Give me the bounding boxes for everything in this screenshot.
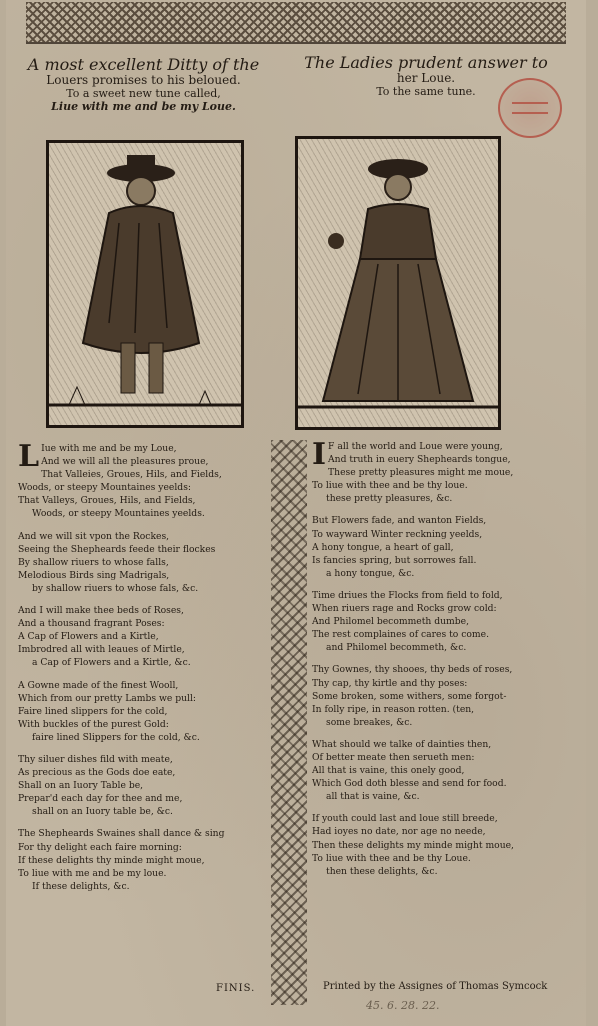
right-verse-line: these pretty pleasures, &c. xyxy=(326,493,453,505)
right-verse-line: Then these delights my minde might moue, xyxy=(312,839,514,851)
finis-mark: FINIS. xyxy=(216,983,256,994)
right-title-main: The Ladies prudent answer to xyxy=(304,53,548,72)
left-verse-line: As precious as the Gods doe eate, xyxy=(18,767,176,779)
left-dropcap: L xyxy=(18,439,40,474)
left-verse-line: Which from our pretty Lambs we pull: xyxy=(18,692,197,704)
right-verse-line: And Philomel becommeth dumbe, xyxy=(312,616,470,628)
left-ballad-text xyxy=(18,439,268,902)
right-verse-line: But Flowers fade, and wanton Fields, xyxy=(312,515,487,527)
right-verse-line: Thy cap, thy kirtle and thy poses: xyxy=(312,677,468,689)
left-verse-line: Seeing the Shepheards feede their flockes xyxy=(18,543,216,555)
right-verse-line: When riuers rage and Rocks grow cold: xyxy=(312,603,497,615)
left-stanza xyxy=(18,679,268,744)
left-stanza xyxy=(18,753,268,818)
right-verse-line: If youth could last and loue still breede, xyxy=(312,813,498,825)
ornamental-border xyxy=(26,2,566,44)
left-verse-line: And we will all the pleasures proue, xyxy=(41,456,209,468)
right-verse-line: To liue with thee and be thy Loue. xyxy=(312,852,471,864)
right-stanza xyxy=(312,738,580,803)
left-verse-line: And a thousand fragrant Poses: xyxy=(18,618,165,630)
left-verse-line: The Shepheards Swaines shall dance & sing xyxy=(18,828,225,840)
right-verse-line: And truth in euery Shepheards tongue, xyxy=(328,454,511,466)
right-verse-line: Had ioyes no date, nor age no neede, xyxy=(312,826,486,838)
left-verse-line: That Valleys, Groues, Hils, and Fields, xyxy=(18,495,196,507)
right-verse-line: These pretty pleasures might me moue, xyxy=(328,467,514,479)
right-ballad-text xyxy=(312,437,580,887)
left-stanza xyxy=(18,604,268,669)
left-stanza xyxy=(18,530,268,595)
right-stanza xyxy=(312,514,580,579)
left-verse-line: A Cap of Flowers and a Kirtle, xyxy=(18,631,159,643)
right-verse-line: Which God doth blesse and send for food. xyxy=(312,778,507,790)
left-verse-line: By shallow riuers to whose falls, xyxy=(18,556,169,568)
left-stanza xyxy=(18,439,268,521)
left-verse-line: a Cap of Flowers and a Kirtle, &c. xyxy=(32,657,191,669)
right-verse-line: What should we talke of dainties then, xyxy=(312,738,492,750)
left-verse-line: If these delights, &c. xyxy=(32,880,130,892)
left-verse-line: Iue with me and be my Loue, xyxy=(41,443,177,454)
left-verse-line: Prepar'd each day for thee and me, xyxy=(18,793,183,805)
left-title-tune-name: Liue with me and be my Loue. xyxy=(51,99,236,113)
right-verse-line: The rest complaines of cares to come. xyxy=(312,629,490,641)
left-verse-line: Woods, or steepy Mountaines yeelds: xyxy=(18,482,192,494)
left-verse-line: Shall on an Iuory Table be, xyxy=(18,780,144,792)
left-title-main: A most excellent Ditty of the xyxy=(27,55,260,74)
left-ballad-title xyxy=(16,56,271,113)
woodcut-lady xyxy=(295,136,501,430)
right-verse-line: all that is vaine, &c. xyxy=(326,791,420,803)
right-title-sub: her Loue. xyxy=(396,71,456,86)
right-title-tune: To the same tune. xyxy=(376,85,476,99)
left-title-sub: Louers promises to his beloued. xyxy=(46,73,241,88)
left-verse-line: Faire lined slippers for the cold, xyxy=(18,705,168,717)
right-verse-line: Is fancies spring, but sorrowes fall. xyxy=(312,554,477,566)
left-verse-line: Thy siluer dishes fild with meate, xyxy=(18,753,173,765)
right-dropcap: I xyxy=(312,437,327,472)
left-verse-line: For thy delight each faire morning: xyxy=(18,841,182,853)
man-figure-illustration xyxy=(49,143,241,425)
woodcut-man xyxy=(46,140,244,428)
library-stamp xyxy=(498,78,562,138)
ornamental-divider xyxy=(271,440,307,1005)
left-verse-line: Woods, or steepy Mountaines yeelds. xyxy=(32,508,205,520)
right-verse-line: To wayward Winter reckning yeelds, xyxy=(312,528,483,540)
left-verse-line: And we will sit vpon the Rockes, xyxy=(18,530,170,542)
left-verse-line: To liue with me and be my loue. xyxy=(18,867,167,879)
right-verse-line: Time driues the Flocks from field to fold, xyxy=(312,589,503,601)
right-verse-line: some breakes, &c. xyxy=(326,716,413,728)
broadside-sheet xyxy=(6,0,586,1026)
right-verse-line: Thy Gownes, thy shooes, thy beds of roses, xyxy=(312,664,513,676)
right-verse-line: then these delights, &c. xyxy=(326,865,438,877)
left-verse-line: If these delights thy minde might moue, xyxy=(18,854,205,866)
left-verse-line: faire lined Slippers for the cold, &c. xyxy=(32,731,200,743)
left-verse-line: With buckles of the purest Gold: xyxy=(18,718,169,730)
left-verse-line: That Valleies, Groues, Hils, and Fields, xyxy=(41,469,222,481)
left-verse-line: Imbrodred all with leaues of Mirtle, xyxy=(18,644,185,656)
right-verse-line: All that is vaine, this onely good, xyxy=(312,765,465,777)
right-stanza xyxy=(312,437,580,505)
right-verse-line: Some broken, some withers, some forgot- xyxy=(312,690,507,702)
right-stanza xyxy=(312,812,580,877)
lady-figure-illustration xyxy=(298,139,498,427)
left-verse-line: A Gowne made of the finest Wooll, xyxy=(18,679,179,691)
left-verse-line: Melodious Birds sing Madrigals, xyxy=(18,569,170,581)
left-verse-line: shall on an Iuory table be, &c. xyxy=(32,806,173,818)
printer-imprint: Printed by the Assignes of Thomas Symcock xyxy=(323,981,548,992)
right-stanza xyxy=(312,589,580,654)
right-verse-line: In folly ripe, in reason rotten. (ten, xyxy=(312,703,475,715)
right-verse-line: A hony tongue, a heart of gall, xyxy=(312,541,454,553)
left-verse-line: by shallow riuers to whose fals, &c. xyxy=(32,582,199,594)
right-verse-line: To liue with thee and be thy loue. xyxy=(312,480,468,492)
left-title-tune: To a sweet new tune called, xyxy=(66,87,221,101)
right-verse-line: Of better meate then serueth men: xyxy=(312,751,475,763)
shelfmark: 45. 6. 28. 22. xyxy=(366,999,440,1012)
right-stanza xyxy=(312,663,580,728)
right-verse-line: and Philomel becommeth, &c. xyxy=(326,642,467,654)
right-verse-line: a hony tongue, &c. xyxy=(326,567,415,579)
right-verse-line: F all the world and Loue were young, xyxy=(328,441,503,452)
left-stanza xyxy=(18,827,268,892)
left-verse-line: And I will make thee beds of Roses, xyxy=(18,605,184,617)
